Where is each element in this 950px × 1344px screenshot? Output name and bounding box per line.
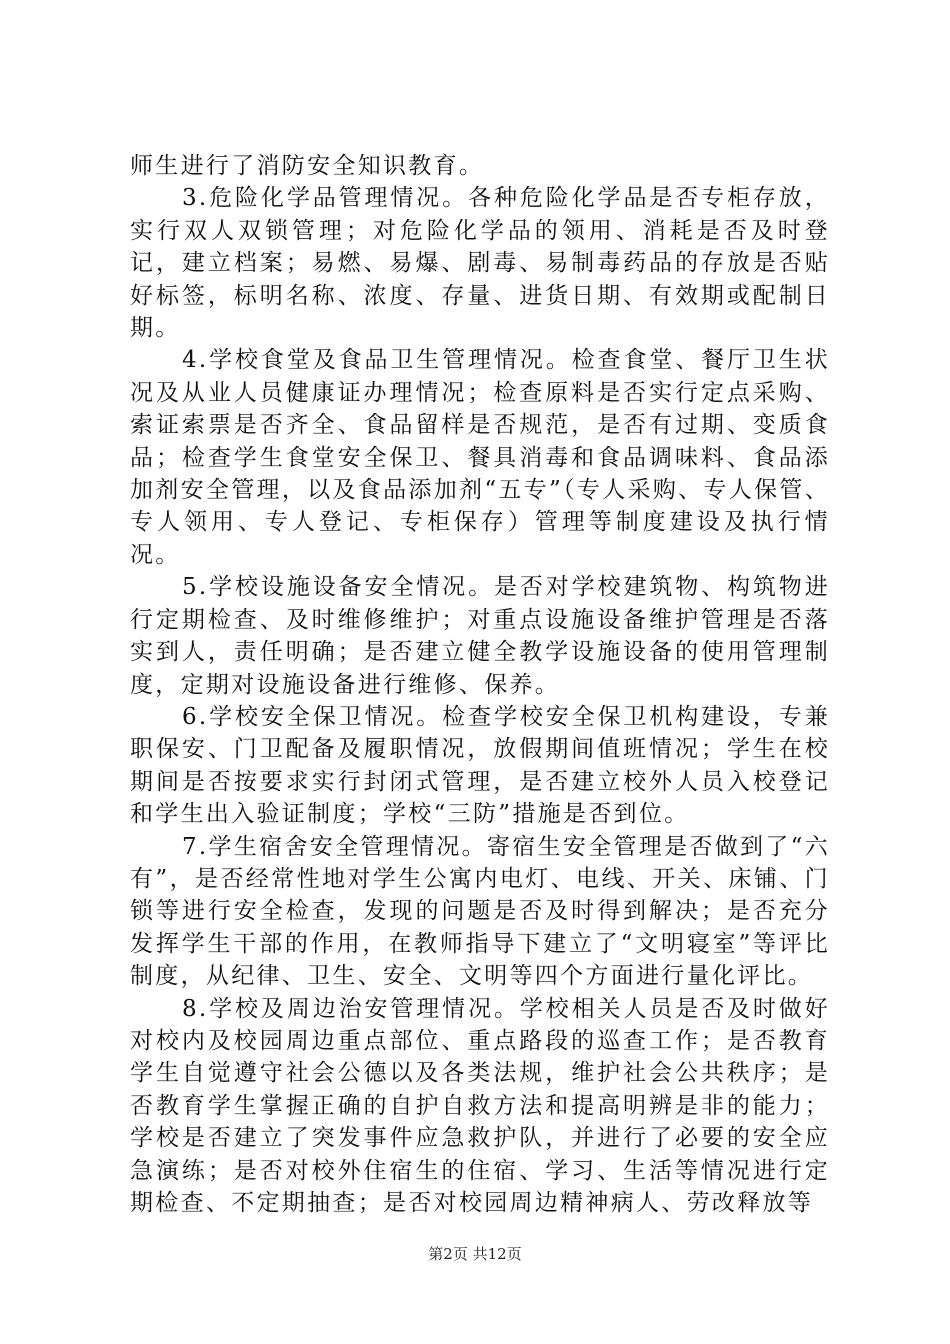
page-number: 第2页 共12页: [428, 1245, 522, 1263]
paragraph-item-4: 4.学校食堂及食品卫生管理情况。检查食堂、餐厅卫生状况及从业人员健康证办理情况；检查原料是否实行定点采购、索证索票是否齐全、食品留样是否规范，是否有过期、变质食品；检查学生食堂安全保卫、餐具消毒和食品调味料、食品添加剂安全管理，以及食品添加剂“五专”（专人采购、专人保管、专人领用、专人登记、专柜保存）管理等制度建设及执行情况。: [130, 347, 830, 568]
paragraph-continuation: 师生进行了消防安全知识教育。: [130, 153, 485, 179]
paragraph-item-5: 5.学校设施设备安全情况。是否对学校建筑物、构筑物进行定期检查、及时维修维护；对重点设施设备维护管理是否落实到人，责任明确；是否建立健全教学设施设备的使用管理制度，定期对设施设备进行维修、保养。: [130, 574, 830, 698]
paragraph-item-6: 6.学校安全保卫情况。检查学校安全保卫机构建设，专兼职保安、门卫配备及履职情况，放假期间值班情况；学生在校期间是否按要求实行封闭式管理，是否建立校外人员入校登记和学生出入验证制度；学校“三防”措施是否到位。: [130, 703, 830, 828]
paragraph-item-7: 7.学生宿舍安全管理情况。寄宿生安全管理是否做到了“六有”，是否经常性地对学生公寓内电灯、电线、开关、床铺、门锁等进行安全检查，发现的问题是否及时得到解决；是否充分发挥学生干部的作用，在教师指导下建立了“文明寝室”等评比制度，从纪律、卫生、安全、文明等四个方面进行量化评比。: [130, 833, 830, 990]
paragraph-item-3: 3.危险化学品管理情况。各种危险化学品是否专柜存放，实行双人双锁管理；对危险化学品的领用、消耗是否及时登记，建立档案；易燃、易爆、剧毒、易制毒药品的存放是否贴好标签，标明名称、浓度、存量、进货日期、有效期或配制日期。: [130, 185, 830, 342]
document-body: [130, 150, 830, 1219]
page-footer: [0, 1243, 950, 1264]
paragraph-item-8: 8.学校及周边治安管理情况。学校相关人员是否及时做好对校内及校园周边重点部位、重点路段的巡查工作；是否教育学生自觉遵守社会公德以及各类法规，维护社会公共秩序；是否教育学生掌握正确的自护自救方法和提高明辨是非的能力；学校是否建立了突发事件应急救护队，并进行了必要的安全应急演练；是否对校外住宿生的住宿、学习、生活等情况进行定期检查、不定期抽查；是否对校园周边精神病人、劳改释放等: [130, 995, 830, 1216]
